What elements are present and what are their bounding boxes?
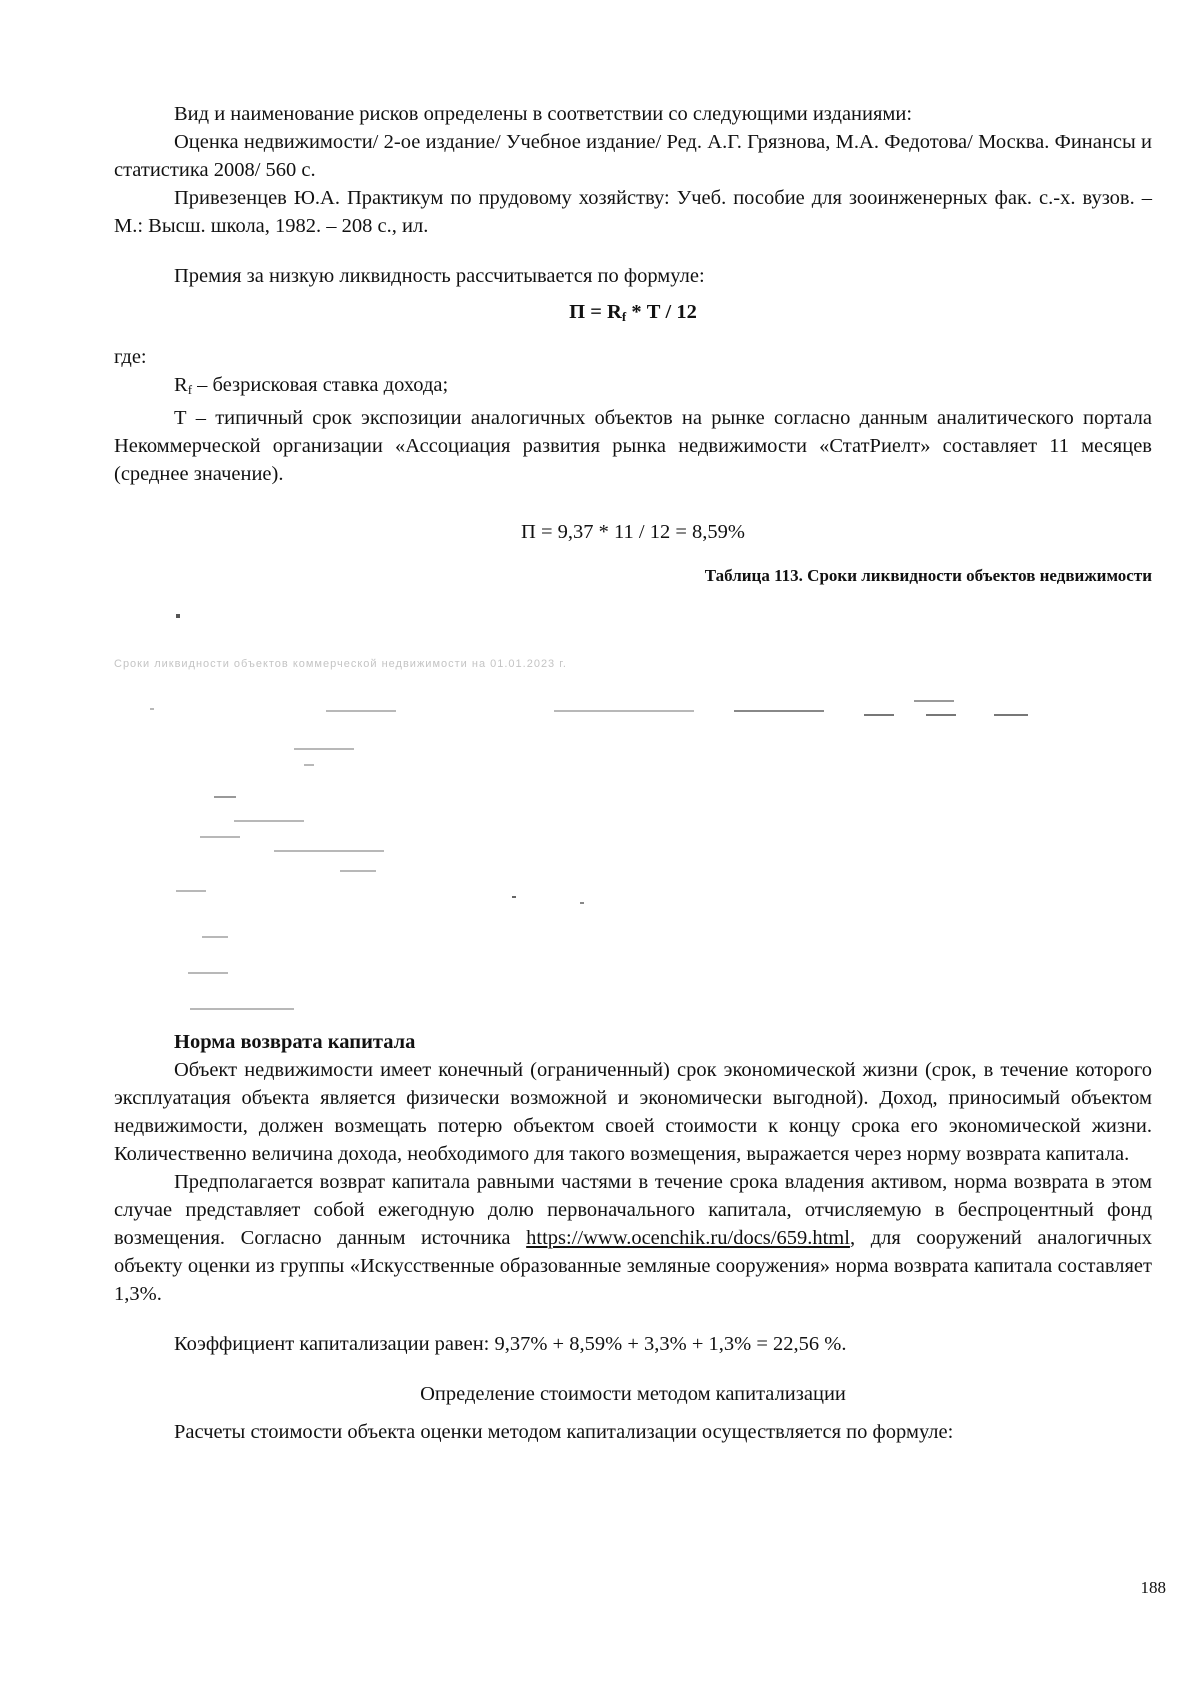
rf-subscript: f	[187, 382, 193, 397]
section-heading: Норма возврата капитала	[174, 1031, 416, 1053]
rf-symbol: R	[174, 374, 188, 396]
liquidity-premium-formula	[114, 298, 1152, 331]
rf-text: – безрисковая ставка дохода;	[192, 374, 449, 396]
where-label: где:	[114, 346, 147, 368]
reference-2: Привезенцев Ю.А. Практикум по прудовому хозяйству: Учеб. пособие для зооинженерных фак. с.-х. вузов. – М.: Высш. школа, 1982. – 208 с., ил.	[114, 187, 1152, 237]
table-caption: Таблица 113. Сроки ликвидности объектов недвижимости	[704, 566, 1152, 585]
method-text: Расчеты стоимости объекта оценки методом капитализации осуществляется по формуле:	[174, 1421, 954, 1443]
faded-liquidity-table-image	[114, 598, 1152, 1028]
formula-subscript: f	[621, 309, 627, 324]
formula-lhs: П = R	[569, 301, 622, 323]
t-definition: Т – типичный срок экспозиции аналогичных объектов на рынке согласно данным аналитического портала Некоммерческой организации «Ассоциация развития рынка недвижимости «СтатРиелт» составляет 11 месяцев (среднее значение).	[114, 407, 1152, 485]
premium-calculation: П = 9,37 * 11 / 12 = 8,59%	[521, 521, 745, 543]
faded-table-title: Сроки ликвидности объектов коммерческой недвижимости на 01.01.2023 г.	[114, 658, 567, 670]
rf-definition	[114, 371, 1152, 404]
reference-1: Оценка недвижимости/ 2-ое издание/ Учебное издание/ Ред. А.Г. Грязнова, М.А. Федотова/ Москва. Финансы и статистика 2008/ 560 с.	[114, 131, 1152, 181]
method-title: Определение стоимости методом капитализации	[420, 1383, 846, 1405]
premium-intro: Премия за низкую ликвидность рассчитывается по формуле:	[174, 265, 705, 287]
intro-paragraph: Вид и наименование рисков определены в соответствии со следующими изданиями:	[174, 103, 913, 125]
section-paragraph-2	[114, 1168, 1152, 1308]
p2-before: Предполагается возврат капитала равными частями в течение срока владения активом, норма возврата в этом случае представляет собой ежегодную долю первоначального капитала, отчисляемую в беспроцентный фонд возмещения. Согласно данным источника	[114, 1171, 1152, 1249]
ocenchik-link[interactable]: https://www.ocenchik.ru/docs/659.html	[526, 1227, 850, 1249]
section-paragraph-1: Объект недвижимости имеет конечный (ограниченный) срок экономической жизни (срок, в течение которого эксплуатация объекта является физически возможной и экономически выгодной). Доход, приносимый объектом недвижимости, должен возмещать потерю объектом своей стоимости к концу срока его экономической жизни. Количественно величина дохода, необходимого для такого возмещения, выражается через норму возврата капитала.	[114, 1059, 1152, 1165]
page-content	[114, 100, 1152, 1446]
p2-after: , для сооружений аналогичных объекту оценки из группы «Искусственные образованные земляные сооружения» норма возврата капитала составляет 1,3%.	[114, 1227, 1152, 1305]
capitalization-coefficient: Коэффициент капитализации равен: 9,37% + 8,59% + 3,3% + 1,3% = 22,56 %.	[174, 1333, 847, 1355]
page-number: 188	[1140, 1578, 1166, 1597]
formula-rhs: * Т / 12	[626, 301, 697, 323]
